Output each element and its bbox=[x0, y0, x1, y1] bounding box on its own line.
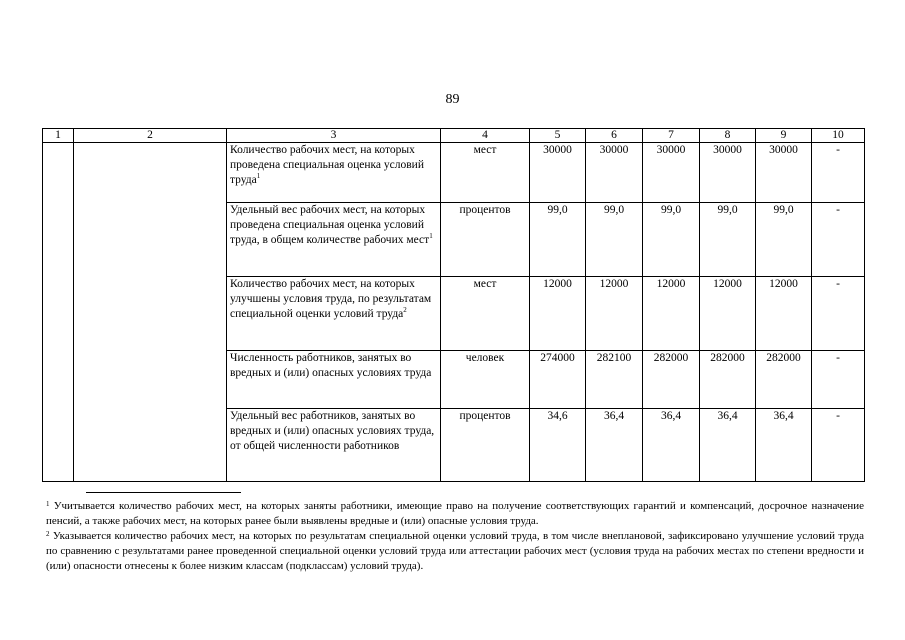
footnote-divider bbox=[86, 492, 241, 493]
column-number-row bbox=[43, 129, 865, 143]
footnotes bbox=[46, 499, 864, 574]
indicator-name: Количество рабочих мест, на которых проведена специальная оценка условий труда$^1$ bbox=[227, 143, 441, 203]
indicators-table bbox=[42, 128, 865, 482]
column-header: 8 bbox=[700, 129, 756, 143]
empty-cell-col2 bbox=[74, 143, 227, 482]
footnote-ref: 2 bbox=[403, 306, 407, 315]
value-cell: 12000 bbox=[530, 277, 586, 351]
column-header: 10 bbox=[812, 129, 865, 143]
unit-cell: процентов bbox=[441, 409, 530, 482]
value-cell: 12000 bbox=[756, 277, 812, 351]
unit-cell: мест bbox=[441, 277, 530, 351]
value-cell: 274000 bbox=[530, 351, 586, 409]
value-cell: 36,4 bbox=[756, 409, 812, 482]
value-cell: 36,4 bbox=[643, 409, 700, 482]
column-header: 9 bbox=[756, 129, 812, 143]
footnote-2 bbox=[46, 529, 864, 574]
value-cell: 99,0 bbox=[756, 203, 812, 277]
value-cell: - bbox=[812, 351, 865, 409]
indicator-name: Удельный вес рабочих мест, на которых проведена специальная оценка условий труда, в общем количестве рабочих мест$^1$ bbox=[227, 203, 441, 277]
value-cell: 282000 bbox=[643, 351, 700, 409]
column-header: 6 bbox=[586, 129, 643, 143]
footnote-text: Указывается количество рабочих мест, на которых по результатам специальной оценки условий труда, в том числе внеплановой, зафиксировано улучшение условий труда по сравнению с результатами ранее проведенной специальной оценки условий труда или аттестации рабочих мест (условия труда на рабочих местах по степени вредности и (или) опасности отнесены к более низким классам (подклассам) условий труда). bbox=[46, 530, 864, 572]
value-cell: 12000 bbox=[643, 277, 700, 351]
column-header: 5 bbox=[530, 129, 586, 143]
value-cell: 282000 bbox=[756, 351, 812, 409]
value-cell: - bbox=[812, 277, 865, 351]
value-cell: 99,0 bbox=[700, 203, 756, 277]
unit-cell: мест bbox=[441, 143, 530, 203]
value-cell: 34,6 bbox=[530, 409, 586, 482]
footnote-mark: 1 bbox=[46, 500, 50, 508]
value-cell: 12000 bbox=[700, 277, 756, 351]
value-cell: 36,4 bbox=[586, 409, 643, 482]
value-cell: - bbox=[812, 203, 865, 277]
page-number: 89 bbox=[445, 92, 460, 107]
value-cell: 30000 bbox=[643, 143, 700, 203]
value-cell: 99,0 bbox=[586, 203, 643, 277]
value-cell: - bbox=[812, 143, 865, 203]
value-cell: 30000 bbox=[700, 143, 756, 203]
value-cell: - bbox=[812, 409, 865, 482]
indicator-name: Численность работников, занятых во вредных и (или) опасных условиях труда bbox=[227, 351, 441, 409]
value-cell: 30000 bbox=[530, 143, 586, 203]
column-header: 7 bbox=[643, 129, 700, 143]
column-header: 4 bbox=[441, 129, 530, 143]
value-cell: 99,0 bbox=[530, 203, 586, 277]
value-cell: 282100 bbox=[586, 351, 643, 409]
value-cell: 30000 bbox=[756, 143, 812, 203]
value-cell: 36,4 bbox=[700, 409, 756, 482]
footnote-mark: 2 bbox=[46, 530, 50, 538]
empty-cell-col1 bbox=[43, 143, 74, 482]
unit-cell: процентов bbox=[441, 203, 530, 277]
value-cell: 99,0 bbox=[643, 203, 700, 277]
footnote-1 bbox=[46, 499, 864, 529]
table-row bbox=[43, 143, 865, 203]
footnote-text: Учитывается количество рабочих мест, на которых заняты работники, имеющие право на получение соответствующих гарантий и компенсаций, досрочное назначение пенсий, а также рабочих мест, на которых ранее были выявлены вредные и (или) опасные условия труда. bbox=[46, 500, 865, 527]
footnote-ref: 1 bbox=[429, 232, 433, 241]
unit-cell: человек bbox=[441, 351, 530, 409]
column-header: 1 bbox=[43, 129, 74, 143]
indicator-name: Удельный вес работников, занятых во вредных и (или) опасных условиях труда, от общей численности работников bbox=[227, 409, 441, 482]
value-cell: 30000 bbox=[586, 143, 643, 203]
value-cell: 12000 bbox=[586, 277, 643, 351]
indicator-name: Количество рабочих мест, на которых улучшены условия труда, по результатам специальной оценки условий труда$^2$ bbox=[227, 277, 441, 351]
footnote-ref: 1 bbox=[256, 172, 261, 181]
value-cell: 282000 bbox=[700, 351, 756, 409]
column-header: 2 bbox=[74, 129, 227, 143]
column-header: 3 bbox=[227, 129, 441, 143]
